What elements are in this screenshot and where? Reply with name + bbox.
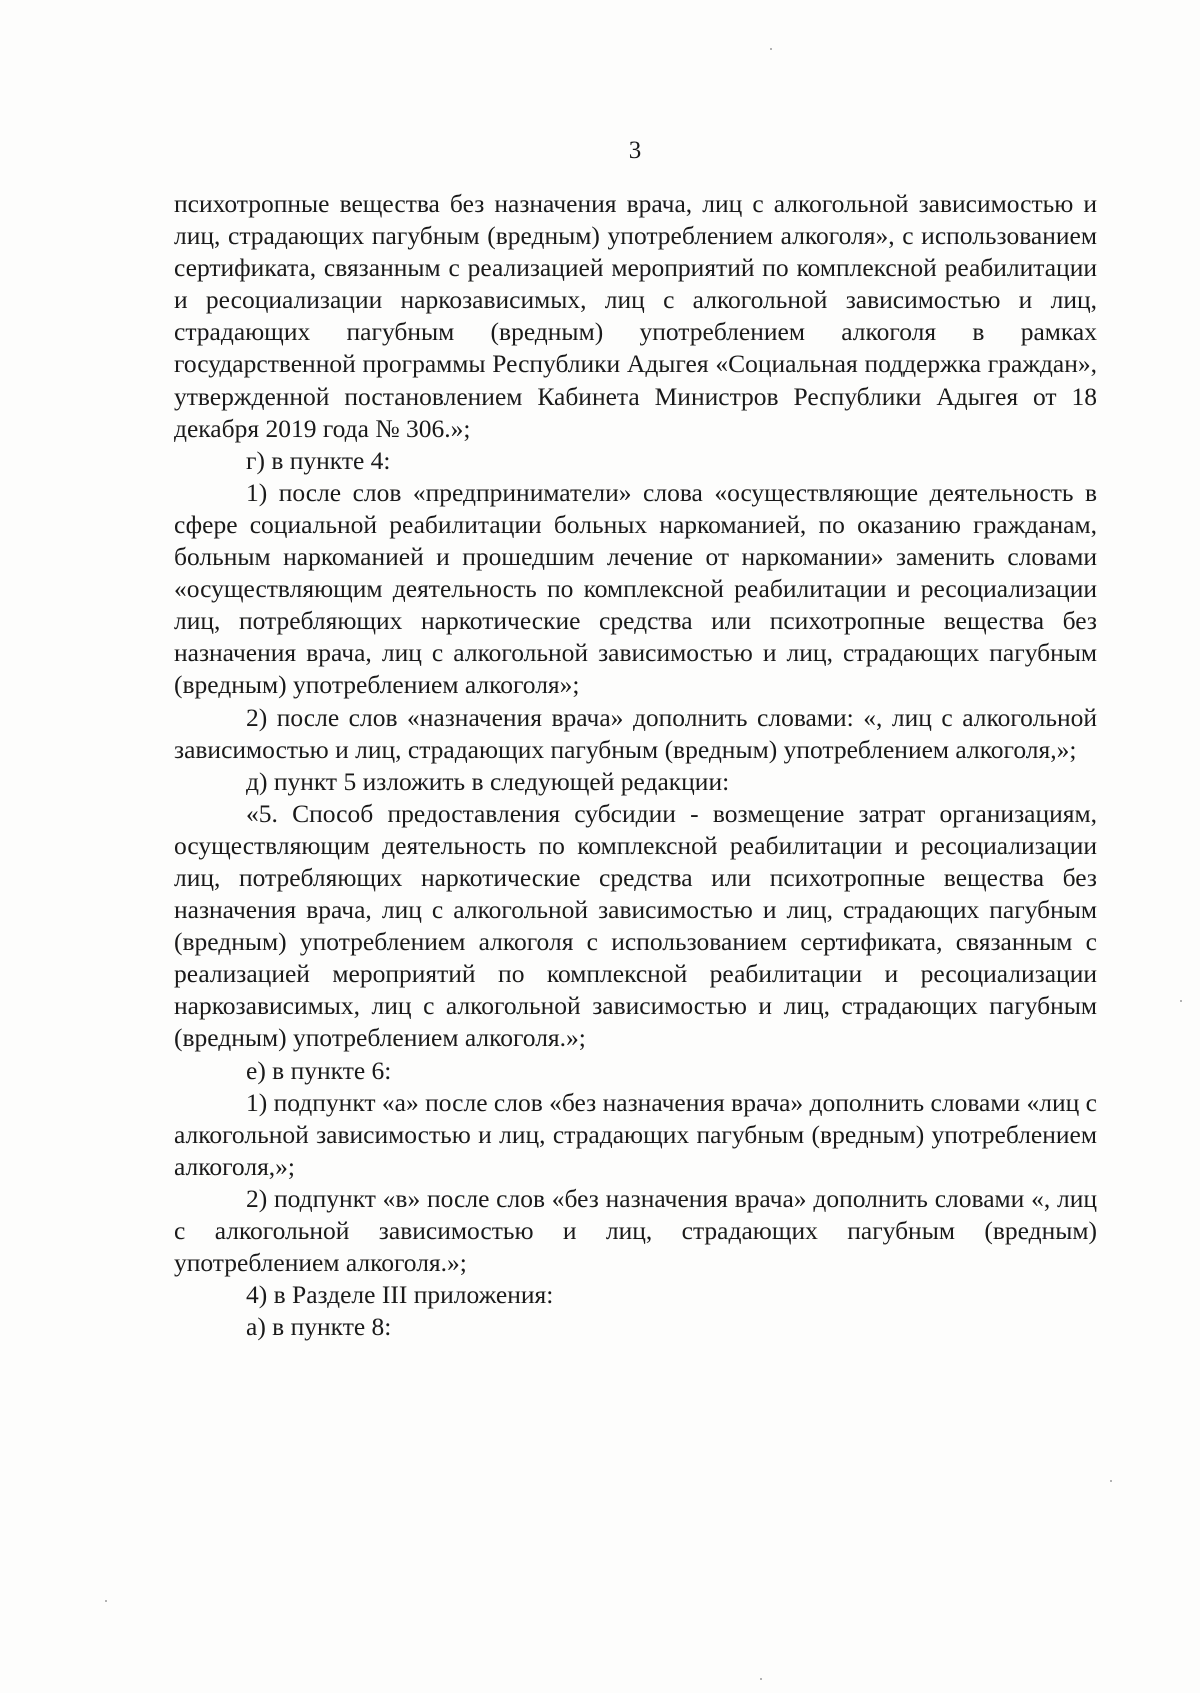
scan-speck: [1110, 1480, 1112, 1482]
paragraph: 1) подпункт «а» после слов «без назначения врача» дополнить словами «лиц с алкогольной зависимостью и лиц, страдающих пагубным (вредным) употреблением алкоголя,»;: [174, 1087, 1097, 1181]
paragraph: 2) подпункт «в» после слов «без назначения врача» дополнить словами «, лиц с алкогольной зависимостью и лиц, страдающих пагубным (вредным) употреблением алкоголя.»;: [174, 1183, 1097, 1278]
scan-speck: [770, 48, 772, 50]
paragraph: 2) после слов «назначения врача» дополнить словами: «, лиц с алкогольной зависимостью и лиц, страдающих пагубным (вредным) употреблением алкоголя,»;: [174, 702, 1097, 764]
document-body: [174, 188, 1097, 1343]
paragraph: г) в пункте 4:: [246, 445, 391, 475]
paragraph: 1) после слов «предприниматели» слова «осуществляющие деятельность в сфере социальной реабилитации больных наркоманией, по оказанию гражданам, больным наркоманией и прошедшим лечение от наркомании» заменить словами «осуществляющим деятельность по комплексной реабилитации и ресоциализации лиц, потребляющих наркотические средства или психотропные вещества без назначения врача, лиц с алкогольной зависимостью и лиц, страдающих пагубным (вредным) употреблением алкоголя»;: [174, 477, 1097, 700]
paragraph: е) в пункте 6:: [246, 1055, 392, 1085]
paragraph: а) в пункте 8:: [246, 1312, 392, 1342]
paragraph: психотропные вещества без назначения врача, лиц с алкогольной зависимостью и лиц, страдающих пагубным (вредным) употреблением алкоголя», с использованием сертификата, связанным с реализацией мероприятий по комплексной реабилитации и ресоциализации наркозависимых, лиц с алкогольной зависимостью и лиц, страдающих пагубным (вредным) употреблением алкоголя в рамках государственной программы Республики Адыгея «Социальная поддержка граждан», утвержденной постановлением Кабинета Министров Республики Адыгея от 18 декабря 2019 года № 306.»;: [174, 189, 1097, 443]
scan-speck: [105, 1600, 107, 1602]
paragraph: «5. Способ предоставления субсидии - возмещение затрат организациям, осуществляющим деятельность по комплексной реабилитации и ресоциализации лиц, потребляющих наркотические средства или психотропные вещества без назначения врача, лиц с алкогольной зависимостью и лиц, страдающих пагубным (вредным) употреблением алкоголя с использованием сертификата, связанным с реализацией мероприятий по комплексной реабилитации и ресоциализации наркозависимых, лиц с алкогольной зависимостью и лиц, страдающих пагубным (вредным) употреблением алкоголя.»;: [174, 798, 1097, 1053]
scan-speck: [1180, 1000, 1182, 1002]
page-number: 3: [628, 137, 642, 164]
scan-speck: [760, 1678, 762, 1680]
paragraph: 4) в Разделе III приложения:: [246, 1280, 554, 1310]
paragraph: д) пункт 5 изложить в следующей редакции:: [246, 766, 730, 796]
